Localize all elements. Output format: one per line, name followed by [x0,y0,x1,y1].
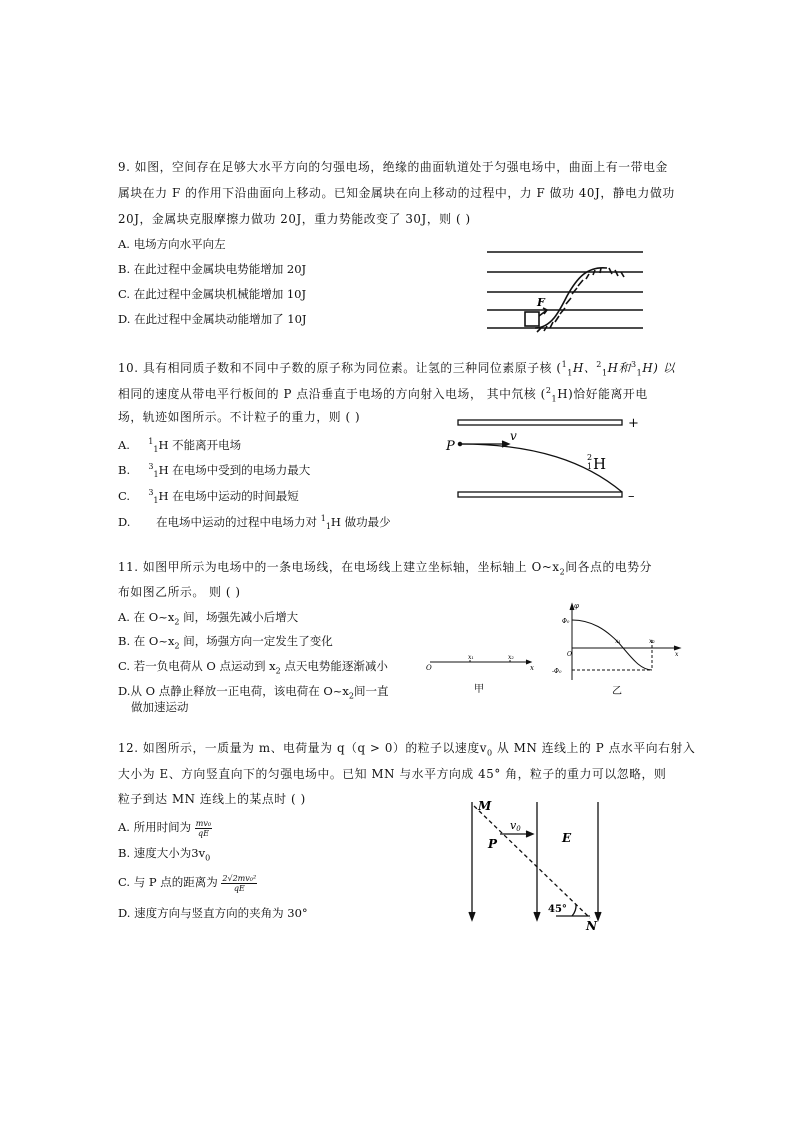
q11-option-b: B. 在 $O\sim x_2$ 间，场强方向一定发生了变化 [118,634,333,651]
svg-text:x₂: x₂ [508,654,514,661]
q11-option-d-line1: D.从 O 点静止释放一正电荷，该电荷在 $O\sim x_2$间一直 [118,684,389,701]
q10-option-a-text: H 不能离开电场 [158,437,242,452]
q10-option-a-label: A. [118,437,130,452]
q11-yi-origin: O [567,651,572,658]
q10-option-d-label: D. [118,514,131,529]
q11-option-c-b: 点天电势能逐渐减小 [280,659,388,673]
q10-stem-line1-b: H、 [572,360,597,375]
q10-option-c-text: H 在电场中运动的时间最短 [158,488,299,503]
q12-frac-a-num: mv₀ [195,818,212,828]
q12-figure-point-p: P [488,837,498,851]
q9-option-b: B. 在此过程中金属块电势能增加 20J [118,262,307,276]
svg-text:1: 1 [587,462,593,471]
q10-stem-line2-b: H)恰好能离开电 [557,386,648,401]
q11-yi-phi-axis: φ [574,602,579,610]
q11-option-c-a: C. 若一负电荷从 O 点运动到 x [118,659,276,673]
q11-yi-x-axis: x [675,651,679,658]
q11-option-a-a: A. 在 O~x [118,610,175,624]
q12-figure-angle-45: 45° [548,904,567,915]
q10-stem-line1-d: H) 以 [642,360,676,375]
q9-figure-force-label: F [537,296,545,309]
q12-figure-point-n: N [586,919,597,933]
q12-option-b: B. 速度大小为$3v_0$ [118,846,211,863]
q11-option-d-b: 间一直 [354,684,389,698]
q12-frac-c-den: qE [233,883,245,893]
q10-option-b-label: B. [118,462,131,477]
q12-option-b-text: B. 速度大小为3v [118,846,206,860]
q11-figure-jia-field-line [424,652,544,694]
q11-option-b-b: 间，场强方向一定发生了变化 [179,634,333,648]
q10-stem-line2-a: 相同的速度从带电平行板间的 P 点沿垂直于电场的方向射入电场， 其中氘核 ( [118,386,546,401]
q12-figure-field-mn [462,796,612,934]
q9-figure-curved-track [487,244,647,334]
q9-option-a: A. 电场方向水平向左 [118,237,226,251]
q10-figure-velocity-v: v [510,429,517,443]
q12-option-d: D. 速度方向与竖直方向的夹角为 30° [118,906,308,920]
q10-stem-line3: 场，轨迹如图所示。不计粒子的重力，则 ( ) [118,410,361,424]
q11-yi-phi0: Φ [562,618,567,625]
q10-option-b-text: H 在电场中受到的电场力最大 [158,462,311,477]
q10-figure-plus-sign: + [628,416,639,431]
q12-option-a-text: A. 所用时间为 [118,820,192,834]
q11-option-d-line2: 做加速运动 [131,700,189,714]
q11-option-b-a: B. 在 O~x [118,634,175,648]
q9-stem-line3: 20J，金属块克服摩擦力做功 20J，重力势能改变了 30J，则 ( ) [118,212,471,226]
q11-option-c: C. 若一负电荷从 O 点运动到 $x_2$ 点天电势能逐渐减小 [118,659,388,676]
q10-figure-deuteron-label: H [593,455,607,473]
q11-stem-line1-a: 11. 如图甲所示为电场中的一条电场线，在电场线上建立坐标轴，坐标轴上 O~x [118,560,560,574]
q12-option-c [118,870,257,894]
q9-option-c: C. 在此过程中金属块机械能增加 10J [118,287,307,301]
svg-text:x₁: x₁ [468,654,474,661]
svg-text:Φ0: Φ0 [562,618,570,625]
svg-text:x₁: x₁ [615,638,621,645]
q10-option-c-label: C. [118,488,131,503]
q11-option-a: A. 在 $O\sim x_2$ 间，场强先减小后增大 [118,610,299,627]
svg-text:-Φ0: -Φ0 [552,668,562,675]
q11-figure-yi-potential-graph [552,600,686,700]
q12-option-c-fraction [221,874,257,893]
q12-stem-line1-a: 12. 如图所示，一质量为 m、电荷量为 q（q > 0）的粒子以速度v [118,741,487,755]
q11-stem-line2: 布如图乙所示。 则 ( ) [118,585,241,599]
q9-stem-line2: 属块在力 F 的作用下沿曲面向上移动。已知金属块在向上移动的过程中，力 F 做功 40J，静电力做功 [118,186,675,200]
q10-stem-line1-a: 10. 具有相同质子数和不同中子数的原子称为同位素。让氢的三种同位素原子核 ( [118,360,562,375]
q11-jia-origin: O [426,664,432,672]
q11-jia-caption: 甲 [474,684,484,695]
q10-figure-point-p: P [446,439,455,454]
q11-stem-line1: 11. 如图甲所示为电场中的一条电场线，在电场线上建立坐标轴，坐标轴上 $O\sim x_2$间各点的电势分 [118,560,653,577]
q12-stem-line2: 大小为 E、方向竖直向下的匀强电场中。已知 MN 与水平方向成 45° 角，粒子的重力可以忽略，则 [118,767,667,781]
q10-option-b: B. $^3_1$H 在电场中受到的电场力最大 [118,462,311,480]
q10-stem-line1: 10. 具有相同质子数和不同中子数的原子称为同位素。让氢的三种同位素原子核 ($^1_1$H、$^2_1$H和$^3_1$H) 以 [118,360,676,378]
q10-stem-line2: 相同的速度从带电平行板间的 P 点沿垂直于电场的方向射入电场， 其中氘核 ($^2_1$H)恰好能离开电 [118,386,648,404]
svg-text:v0: v0 [510,819,521,833]
q11-option-d-a: D.从 O 点静止释放一正电荷，该电荷在 O~x [118,684,349,698]
svg-text:2: 2 [587,453,593,462]
q10-stem-line1-c: H和 [607,360,631,375]
q12-figure-point-m: M [478,799,492,813]
q10-option-d-text-b: H 做功最少 [330,514,391,529]
q12-stem-line1: 12. 如图所示，一质量为 m、电荷量为 q（q > 0）的粒子以速度$v_0$ 从 MN 连线上的 P 点水平向右射入 [118,741,696,758]
q10-figure-parallel-plates [446,414,646,504]
q12-option-c-text: C. 与 P 点的距离为 [118,875,218,889]
q11-stem-line1-b: 间各点的电势分 [565,560,653,574]
q11-yi-neg-phi0: -Φ [552,668,559,675]
q11-yi-caption: 乙 [612,686,622,697]
q12-option-a-fraction [195,819,212,838]
q12-frac-a-den: qE [197,828,209,838]
q10-option-d: D. 在电场中运动的过程中电场力对 $^1_1$H 做功最少 [118,514,391,532]
q10-option-c: C. $^3_1$H 在电场中运动的时间最短 [118,488,299,506]
q9-stem-line1: 9. 如图，空间存在足够大水平方向的匀强电场，绝缘的曲面轨道处于匀强电场中，曲面上有一带电金 [118,160,668,174]
q12-option-a [118,815,212,839]
q12-figure-velocity-v0: v [510,819,517,832]
q12-stem-line3: 粒子到达 MN 连线上的某点时 ( ) [118,792,306,806]
q12-figure-field-e: E [562,831,572,845]
q11-jia-x-axis: x [530,664,534,672]
q10-option-a: A. $^1_1$H 不能离开电场 [118,437,242,455]
svg-text:x₂: x₂ [649,638,655,645]
q12-frac-c-num: 2√2mv₀² [222,873,257,883]
q12-stem-line1-b: 从 MN 连线上的 P 点水平向右射入 [492,741,696,755]
q9-option-d: D. 在此过程中金属块动能增加了 10J [118,312,307,326]
q11-option-a-b: 间，场强先减小后增大 [179,610,299,624]
q10-figure-minus-sign: – [628,489,635,504]
q10-option-d-text-a: 在电场中运动的过程中电场力对 [156,514,318,529]
